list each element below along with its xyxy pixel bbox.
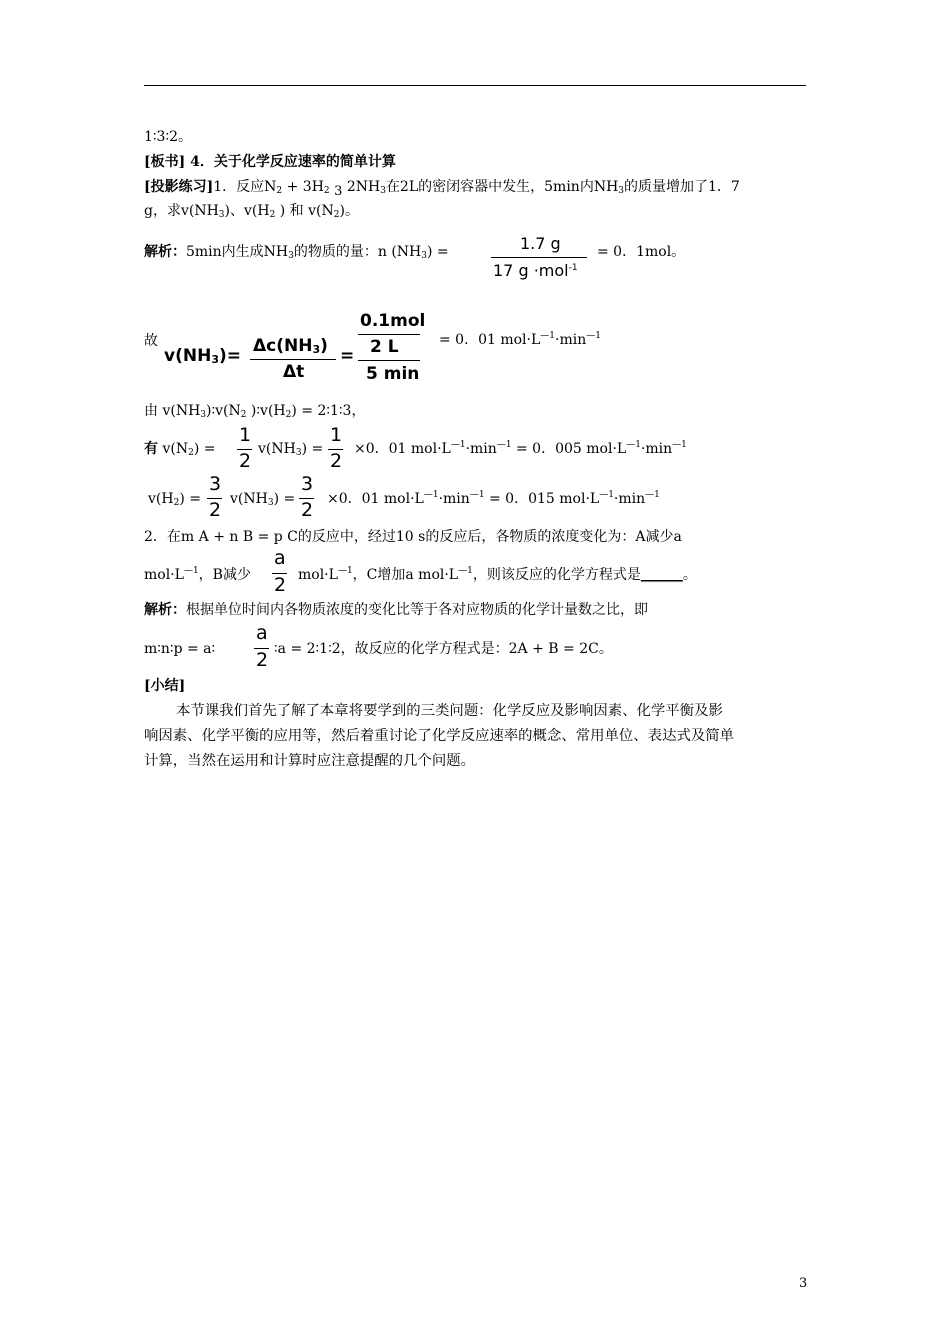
half-2-num: 1 — [330, 424, 343, 446]
text-line: 1∶3∶2。 — [144, 129, 193, 145]
mnp-line-b: ∶a = 2∶1∶2，故反应的化学方程式是：2A + B = 2C。 — [274, 641, 613, 657]
half-1-den: 2 — [239, 450, 252, 472]
fraction-3-middle: 2 L — [370, 337, 399, 357]
analysis-result-1: = 0．1mol。 — [597, 244, 686, 260]
fraction-1-numerator: 1.7 g — [520, 234, 561, 253]
a-half-num: a — [274, 547, 286, 569]
exercise-line-1: [投影练习]1．反应$N_2 + 3H_2$ 3 $2NH_3$在2L的密闭容器中发生，5min内$NH_3$的质量增加了1．7 — [144, 179, 740, 199]
v-n2-lhs: 有 $v(N_2)$ = — [144, 441, 216, 458]
fraction-1-bar — [491, 257, 587, 258]
fraction-1-denominator: 17 g ·mol$^{-1}$ — [493, 261, 578, 280]
mnp-frac-den: 2 — [256, 649, 269, 671]
v-nh3-result: = 0．01 $mol\cdot L^{—1}\cdot\min^{—1}$ — [439, 331, 601, 348]
board-heading: [板书] 4．关于化学反应速率的简单计算 — [144, 154, 396, 170]
summary-paragraph-line-2: 响因素、化学平衡的应用等，然后着重讨论了化学反应速率的概念、常用单位、表达式及简单 — [144, 728, 735, 744]
v-h2-lhs: $v(H_2)$ = — [148, 491, 201, 508]
question-2-line-2b: $mol\cdot L^{—1}$，C增加a $mol\cdot L^{—1}$，则该反应的化学方程式是______。 — [298, 566, 697, 583]
fraction-2-bar — [250, 359, 336, 360]
summary-heading: [小结] — [144, 678, 186, 694]
half-1-num: 1 — [239, 424, 252, 446]
mnp-line-a: m∶n∶p = a∶ — [144, 641, 216, 657]
fraction-3-bar-2 — [358, 360, 420, 361]
analysis-line-1: 解析：5min内生成$NH_3$的物质的量：n $(NH_3)$ = — [144, 244, 449, 261]
fraction-3-bottom: 5 min — [366, 364, 420, 384]
three-half-2-den: 2 — [301, 499, 314, 521]
analysis-line-2: 解析：根据单位时间内各物质浓度的变化比等于各对应物质的化学计量数之比，即 — [144, 602, 648, 618]
header-rule — [144, 85, 806, 86]
question-2-line-2a: $mol\cdot L^{—1}$，B减少 — [144, 566, 251, 583]
page-number: 3 — [799, 1276, 808, 1291]
three-half-1-num: 3 — [209, 473, 222, 495]
summary-paragraph-line-3: 计算，当然在运用和计算时应注意提醒的几个问题。 — [144, 753, 475, 769]
ratio-line: 由 $v(NH_3)∶v(N_2$ )$∶v(H_2)$ = 2∶1∶3， — [144, 403, 366, 420]
equals-sign: = — [340, 346, 355, 366]
mnp-frac-num: a — [256, 622, 268, 644]
v-h2-result: ×0．01 $mol\cdot L^{—1}\cdot\min^{—1} = 0$．015 $mol\cdot L^{—1}\cdot\min^{—1}$ — [327, 490, 660, 507]
fraction-2-denominator: Δt — [283, 362, 305, 382]
v-n2-middle: $v(NH_3)$ = — [258, 441, 324, 458]
v-nh3-lhs: $v(NH_3)=$ — [164, 346, 241, 366]
v-h2-middle: $v(NH_3)$ = — [230, 491, 296, 508]
fraction-3-bar-1 — [358, 334, 420, 335]
question-2-line-1: 2．在m A + n B = p C的反应中，经过10 s的反应后，各物质的浓度变化为：A减少a — [144, 529, 682, 545]
a-half-den: 2 — [274, 574, 287, 596]
fraction-3-top: 0.1mol — [360, 311, 426, 331]
three-half-1-den: 2 — [209, 499, 222, 521]
three-half-2-num: 3 — [301, 473, 314, 495]
v-n2-result: ×0．01 $mol\cdot L^{—1}\cdot\min^{—1} = 0$．005 $mol\cdot L^{—1}\cdot\min^{—1}$ — [354, 440, 687, 457]
summary-paragraph-line-1: 本节课我们首先了解了本章将要学到的三类问题：化学反应及影响因素、化学平衡及影 — [176, 703, 723, 719]
gu-label: 故 — [144, 333, 158, 349]
half-2-den: 2 — [330, 450, 343, 472]
exercise-line-2: g，求$v(NH_3)$、$v(H_2$ ) 和 $v(N_2)$。 — [144, 203, 359, 220]
fraction-2-numerator: $\Delta c(NH_3)$ — [253, 336, 328, 356]
